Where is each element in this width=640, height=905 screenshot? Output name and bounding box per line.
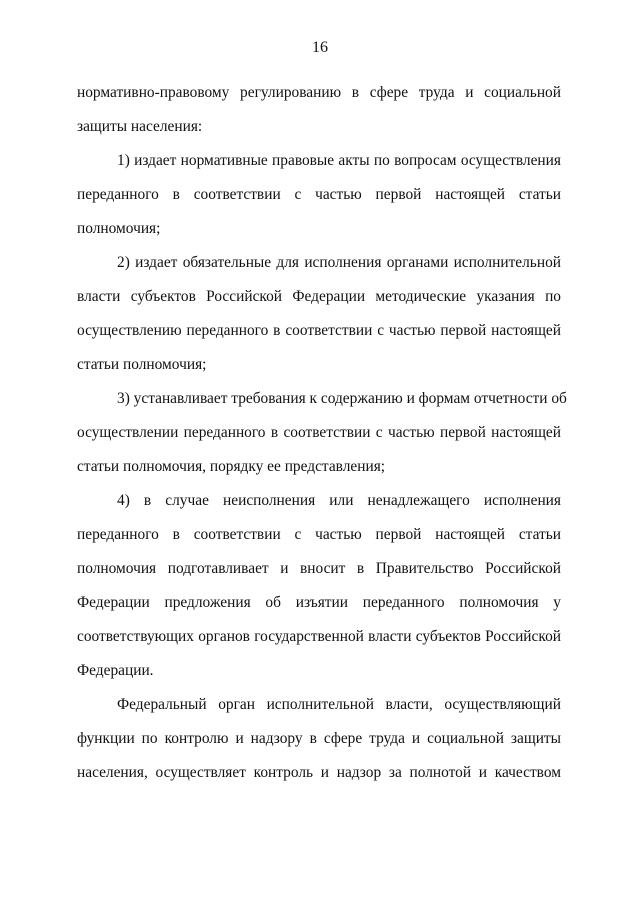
document-body xyxy=(77,76,567,790)
text-line: полномочия подготавливает и вносит в Правительство Российской xyxy=(77,560,561,577)
text-line: переданного в соответствии с частью первой настоящей статьи xyxy=(77,186,561,203)
text-line: нормативно-правовому регулированию в сфере труда и социальной xyxy=(77,84,561,101)
text-line: защиты населения: xyxy=(77,118,203,135)
text-line: функции по контролю и надзору в сфере труда и социальной защиты xyxy=(77,730,561,747)
text-line: статьи полномочия, порядку ее представления; xyxy=(77,458,386,475)
page-number: 16 xyxy=(312,39,328,56)
text-line: полномочия; xyxy=(77,220,161,237)
paragraph-item-3 xyxy=(77,382,567,484)
text-line: 4) в случае неисполнения или ненадлежащего исполнения xyxy=(117,492,561,509)
text-line: осуществлении переданного в соответствии с частью первой настоящей xyxy=(77,424,561,441)
text-line: Федерации. xyxy=(77,662,154,679)
text-line: осуществлению переданного в соответствии с частью первой настоящей xyxy=(77,322,561,339)
text-line: власти субъектов Российской Федерации методические указания по xyxy=(77,288,561,305)
paragraph-item-2 xyxy=(77,246,561,382)
text-line: 3) устанавливает требования к содержанию и формам отчетности об xyxy=(117,390,567,407)
text-line: населения, осуществляет контроль и надзор за полнотой и качеством xyxy=(77,764,561,781)
text-line: 1) издает нормативные правовые акты по вопросам осуществления xyxy=(117,152,561,169)
paragraph-continuation xyxy=(77,76,561,144)
paragraph-item-4 xyxy=(77,484,561,688)
paragraph-federal-body xyxy=(77,688,561,790)
text-line: соответствующих органов государственной власти субъектов Российской xyxy=(77,628,561,645)
text-line: Федеральный орган исполнительной власти, осуществляющий xyxy=(117,696,561,713)
text-line: Федерации предложения об изъятии переданного полномочия у xyxy=(77,594,561,611)
text-line: 2) издает обязательные для исполнения органами исполнительной xyxy=(117,254,561,271)
text-line: статьи полномочия; xyxy=(77,356,207,373)
paragraph-item-1 xyxy=(77,144,561,246)
text-line: переданного в соответствии с частью первой настоящей статьи xyxy=(77,526,561,543)
